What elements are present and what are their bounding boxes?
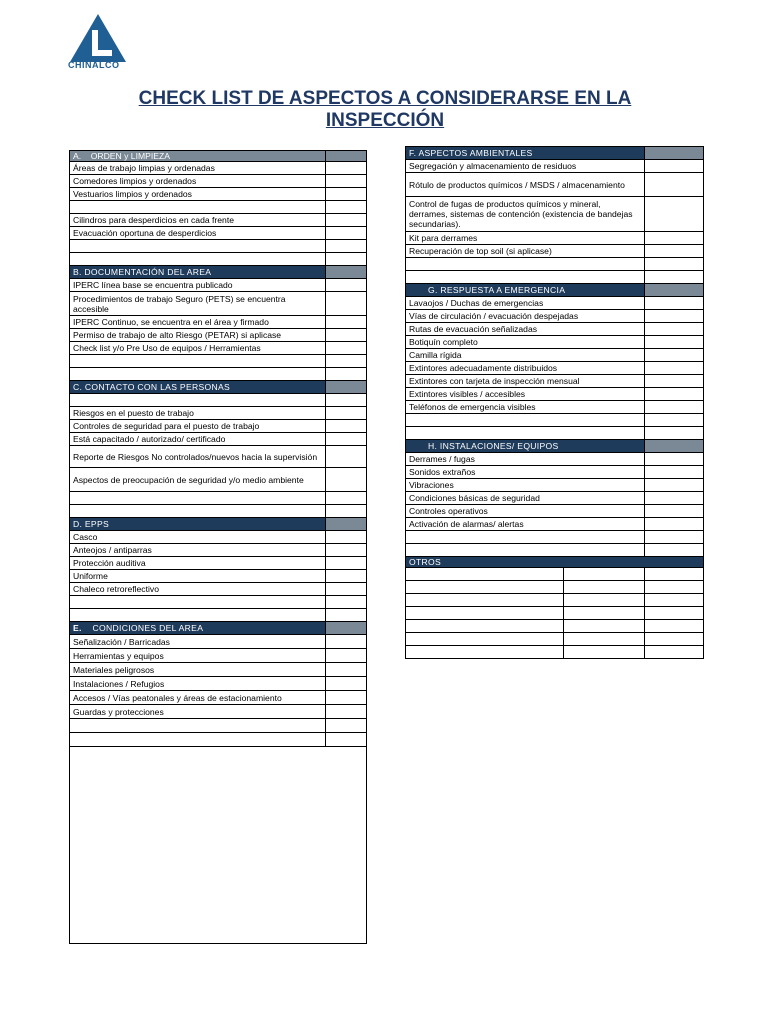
table-row: Teléfonos de emergencia visibles <box>406 401 704 414</box>
section-a-header <box>70 151 367 162</box>
check-cell[interactable] <box>326 420 367 433</box>
check-cell[interactable] <box>645 232 704 245</box>
check-cell[interactable] <box>326 407 367 420</box>
check-cell[interactable] <box>326 544 367 557</box>
blank-row <box>406 620 704 633</box>
check-cell[interactable] <box>645 323 704 336</box>
section-c-title: C. CONTACTO CON LAS PERSONAS <box>70 381 326 394</box>
blank-row <box>406 646 704 659</box>
table-row: Instalaciones / Refugios <box>70 677 367 691</box>
table-row: Vibraciones <box>406 479 704 492</box>
table-row: Botiquín completo <box>406 336 704 349</box>
check-cell[interactable] <box>326 279 367 292</box>
blank-row <box>70 596 367 609</box>
check-cell[interactable] <box>326 214 367 227</box>
section-c-header <box>70 381 367 394</box>
table-row: Controles de seguridad para el puesto de trabajo <box>70 420 367 433</box>
check-cell[interactable] <box>326 201 367 214</box>
checklist-left-table <box>69 150 367 944</box>
section-a-title: ORDEN y LIMPIEZA <box>90 151 170 161</box>
table-row: Guardas y protecciones <box>70 705 367 719</box>
check-cell[interactable] <box>645 349 704 362</box>
blank-row <box>70 719 367 733</box>
check-cell[interactable] <box>326 433 367 446</box>
section-b-title: B. DOCUMENTACIÓN DEL AREA <box>70 266 326 279</box>
table-row: Vestuarios limpios y ordenados <box>70 188 367 201</box>
check-cell[interactable] <box>326 175 367 188</box>
check-cell[interactable] <box>326 446 367 468</box>
section-h-title: H. INSTALACIONES/ EQUIPOS <box>406 440 645 453</box>
blank-row <box>406 544 704 557</box>
table-row: Camilla rígida <box>406 349 704 362</box>
table-row: Condiciones básicas de seguridad <box>406 492 704 505</box>
check-cell[interactable] <box>645 336 704 349</box>
blank-row <box>406 427 704 440</box>
blank-row <box>70 733 367 747</box>
table-row: Materiales peligrosos <box>70 663 367 677</box>
blank-row <box>406 607 704 620</box>
table-row: Evacuación oportuna de desperdicios <box>70 227 367 240</box>
table-row: IPERC línea base se encuentra publicado <box>70 279 367 292</box>
table-row: Recuperación de top soil (si aplicase) <box>406 245 704 258</box>
table-row: Casco <box>70 531 367 544</box>
blank-row <box>406 581 704 594</box>
check-cell[interactable] <box>326 557 367 570</box>
table-row: Riesgos en el puesto de trabajo <box>70 407 367 420</box>
check-cell[interactable] <box>645 173 704 197</box>
section-d-header <box>70 518 367 531</box>
blank-row <box>70 609 367 622</box>
check-cell[interactable] <box>645 197 704 232</box>
table-row: Rótulo de productos químicos / MSDS / almacenamiento <box>406 173 704 197</box>
section-e-title: CONDICIONES DEL AREA <box>92 623 204 633</box>
table-row: Extintores visibles / accesibles <box>406 388 704 401</box>
table-row: Cilindros para desperdicios en cada frente <box>70 214 367 227</box>
section-f-header <box>406 147 704 160</box>
table-row: Señalización / Barricadas <box>70 635 367 649</box>
blank-row <box>406 594 704 607</box>
check-cell[interactable] <box>645 160 704 173</box>
table-row: Controles operativos <box>406 505 704 518</box>
check-cell[interactable] <box>326 583 367 596</box>
blank-row <box>70 240 367 253</box>
table-row: Lavaojos / Duchas de emergencias <box>406 297 704 310</box>
check-cell[interactable] <box>645 492 704 505</box>
check-cell[interactable] <box>326 316 367 329</box>
table-row: Permiso de trabajo de alto Riesgo (PETAR) si aplicase <box>70 329 367 342</box>
blank-row <box>406 531 704 544</box>
blank-row <box>406 414 704 427</box>
check-cell[interactable] <box>326 342 367 355</box>
blank-row <box>70 355 367 368</box>
check-cell[interactable] <box>326 635 367 649</box>
blank-row <box>70 492 367 505</box>
table-row: Procedimientos de trabajo Seguro (PETS) se encuentra accesible <box>70 292 367 316</box>
blank-row <box>406 271 704 284</box>
check-cell[interactable] <box>326 329 367 342</box>
section-e-header <box>70 622 367 635</box>
check-cell[interactable] <box>645 505 704 518</box>
table-row: Segregación y almacenamiento de residuos <box>406 160 704 173</box>
table-row: Vías de circulación / evacuación despejadas <box>406 310 704 323</box>
section-e-letter: E. <box>73 623 82 633</box>
check-cell[interactable] <box>326 162 367 175</box>
blank-row <box>406 568 704 581</box>
check-cell[interactable] <box>326 677 367 691</box>
check-cell[interactable] <box>326 663 367 677</box>
blank-row <box>70 253 367 266</box>
section-otros-header <box>406 557 704 568</box>
check-cell[interactable] <box>326 468 367 492</box>
section-otros-title: OTROS <box>406 557 704 568</box>
check-cell[interactable] <box>326 227 367 240</box>
table-row: Aspectos de preocupación de seguridad y/o medio ambiente <box>70 468 367 492</box>
table-row: Derrames / fugas <box>406 453 704 466</box>
table-row: Extintores con tarjeta de inspección mensual <box>406 375 704 388</box>
logo-text: CHINALCO <box>68 60 120 70</box>
table-row: Reporte de Riesgos No controlados/nuevos hacia la supervisión <box>70 446 367 468</box>
check-cell[interactable] <box>645 518 704 531</box>
table-row: Herramientas y equipos <box>70 649 367 663</box>
check-cell[interactable] <box>645 479 704 492</box>
blank-row <box>70 394 367 407</box>
blank-row <box>406 633 704 646</box>
section-g-title: G. RESPUESTA A EMERGENCIA <box>406 284 645 297</box>
section-d-title: D. EPPS <box>70 518 326 531</box>
table-row: Check list y/o Pre Uso de equipos / Herramientas <box>70 342 367 355</box>
blank-area <box>70 747 367 944</box>
table-row: Áreas de trabajo limpias y ordenadas <box>70 162 367 175</box>
blank-row <box>70 368 367 381</box>
check-cell[interactable] <box>326 691 367 705</box>
table-row: Comedores limpios y ordenados <box>70 175 367 188</box>
table-row: Sonidos extraños <box>406 466 704 479</box>
check-cell[interactable] <box>326 705 367 719</box>
table-row: Extintores adecuadamente distribuidos <box>406 362 704 375</box>
check-cell[interactable] <box>326 292 367 316</box>
section-a-letter: A. <box>73 151 82 161</box>
table-row: Activación de alarmas/ alertas <box>406 518 704 531</box>
table-row: Anteojos / antiparras <box>70 544 367 557</box>
page-title: CHECK LIST DE ASPECTOS A CONSIDERARSE EN LA INSPECCIÓN <box>138 88 632 131</box>
section-f-title: F. ASPECTOS AMBIENTALES <box>406 147 645 160</box>
section-b-header <box>70 266 367 279</box>
table-row: Accesos / Vías peatonales y áreas de estacionamiento <box>70 691 367 705</box>
check-cell[interactable] <box>645 453 704 466</box>
table-row <box>70 201 367 214</box>
check-cell[interactable] <box>645 375 704 388</box>
check-cell[interactable] <box>326 649 367 663</box>
blank-row <box>406 258 704 271</box>
checklist-right-table <box>405 146 704 659</box>
check-cell[interactable] <box>645 310 704 323</box>
table-row: Uniforme <box>70 570 367 583</box>
check-cell[interactable] <box>645 388 704 401</box>
check-cell[interactable] <box>645 297 704 310</box>
blank-row <box>70 505 367 518</box>
table-row: Chaleco retroreflectivo <box>70 583 367 596</box>
check-cell[interactable] <box>326 188 367 201</box>
check-cell[interactable] <box>645 245 704 258</box>
check-cell[interactable] <box>326 531 367 544</box>
table-row: Está capacitado / autorizado/ certificado <box>70 433 367 446</box>
table-row: Control de fugas de productos químicos y mineral, derrames, sistemas de contención (existencia de bandejas secundarias). <box>406 197 704 232</box>
table-row: IPERC Continuo, se encuentra en el área y firmado <box>70 316 367 329</box>
check-cell[interactable] <box>326 570 367 583</box>
table-row: Protección auditiva <box>70 557 367 570</box>
check-cell[interactable] <box>645 362 704 375</box>
table-row: Kit para derrames <box>406 232 704 245</box>
check-cell[interactable] <box>645 466 704 479</box>
section-g-header <box>406 284 704 297</box>
table-row: Rutas de evacuación señalizadas <box>406 323 704 336</box>
check-cell[interactable] <box>645 401 704 414</box>
section-h-header <box>406 440 704 453</box>
